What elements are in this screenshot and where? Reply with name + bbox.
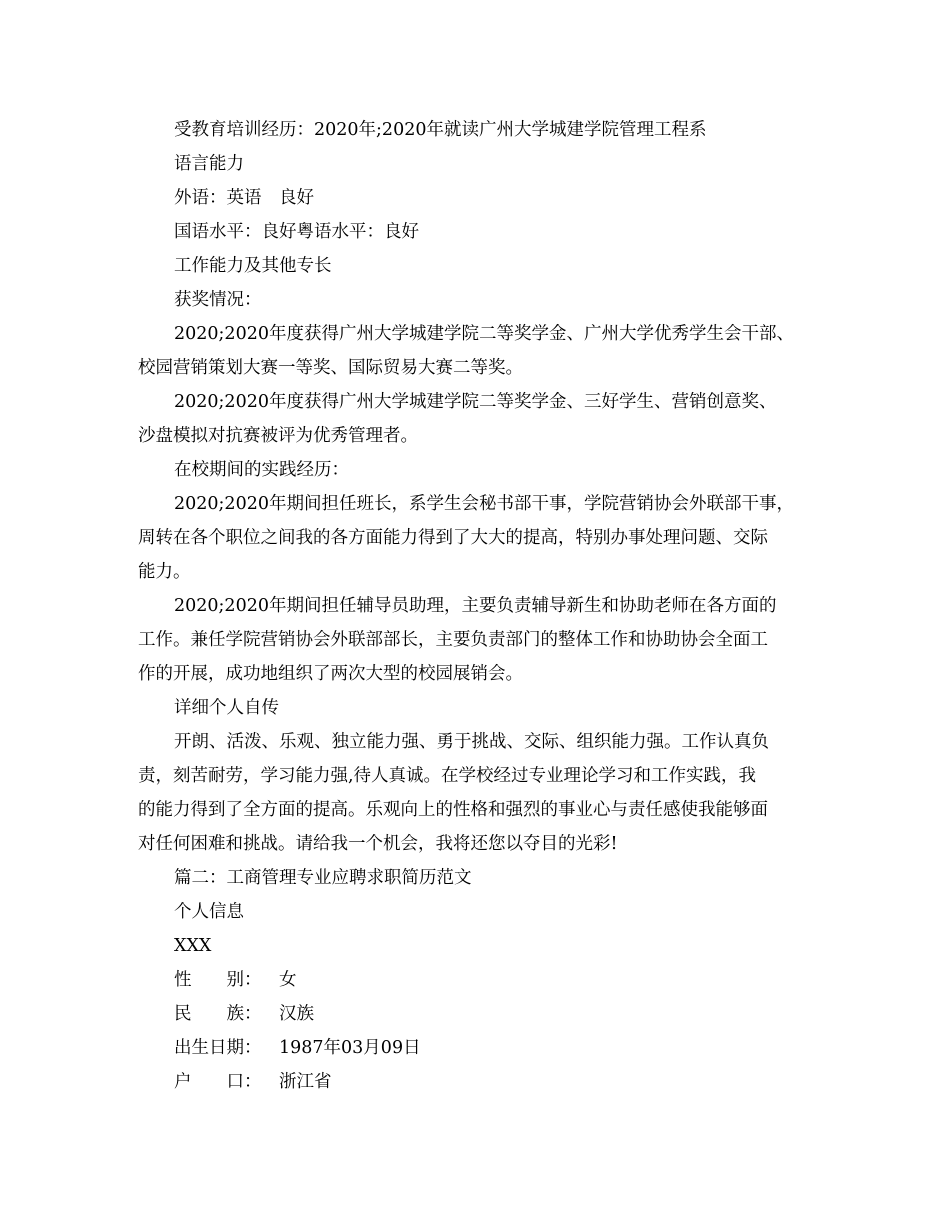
field-label: 出生日期： (174, 1038, 262, 1058)
field-value: 汉族 (279, 1004, 314, 1024)
field-label: 性 别： (174, 970, 262, 990)
personal-info-heading: 个人信息 (174, 902, 244, 922)
field-label: 民 族： (174, 1004, 262, 1024)
field-value: 1987年03月09日 (279, 1038, 421, 1058)
awards-paragraph-2-line-2: 沙盘模拟对抗赛被评为优秀管理者。 (138, 426, 418, 446)
autobiography-line-1: 开朗、活泼、乐观、独立能力强、勇于挑战、交际、组织能力强。工作认真负 (174, 732, 769, 752)
field-ethnicity (138, 997, 828, 1031)
autobiography-line-3: 的能力得到了全方面的提高。乐观向上的性格和强烈的事业心与责任感使我能够面 (138, 800, 768, 820)
awards-paragraph-1-line-2: 校园营销策划大赛一等奖、国际贸易大赛二等奖。 (138, 358, 523, 378)
name-line: XXX (174, 936, 212, 956)
dialect-line: 国语水平：良好粤语水平：良好 (174, 222, 419, 242)
practice-paragraph-1-line-3: 能力。 (138, 562, 191, 582)
autobiography-line-2: 责，刻苦耐劳，学习能力强,待人真诚。在学校经过专业理论学习和工作实践，我 (138, 766, 757, 786)
practice-heading: 在校期间的实践经历： (174, 460, 349, 480)
practice-paragraph-1-line-2: 周转在各个职位之间我的各方面能力得到了大大的提高，特别办事处理问题、交际 (138, 528, 768, 548)
practice-paragraph-2-line-3: 作的开展，成功地组织了两次大型的校园展销会。 (138, 664, 523, 684)
section-heading-language: 语言能力 (174, 154, 244, 174)
awards-paragraph-1-line-1: 2020;2020年度获得广州大学城建学院二等奖学金、广州大学优秀学生会干部、 (174, 324, 794, 344)
awards-heading: 获奖情况： (174, 290, 262, 310)
practice-paragraph-2-line-2: 工作。兼任学院营销协会外联部部长，主要负责部门的整体工作和协助协会全面工 (138, 630, 768, 650)
field-hukou (138, 1065, 828, 1099)
part-two-title: 篇二：工商管理专业应聘求职简历范文 (174, 868, 472, 888)
practice-paragraph-1-line-1: 2020;2020年期间担任班长，系学生会秘书部干事，学院营销协会外联部干事， (174, 494, 794, 514)
autobiography-heading: 详细个人自传 (174, 698, 279, 718)
education-line: 受教育培训经历：2020年;2020年就读广州大学城建学院管理工程系 (174, 120, 707, 140)
field-birth-date (138, 1031, 828, 1065)
autobiography-line-4: 对任何困难和挑战。请给我一个机会，我将还您以夺目的光彩! (138, 834, 618, 854)
field-value: 女 (279, 970, 297, 990)
field-gender (138, 963, 828, 997)
field-label: 户 口： (174, 1072, 262, 1092)
practice-paragraph-2-line-1: 2020;2020年期间担任辅导员助理，主要负责辅导新生和协助老师在各方面的 (174, 596, 777, 616)
section-heading-skills: 工作能力及其他专长 (174, 256, 332, 276)
awards-paragraph-2-line-1: 2020;2020年度获得广州大学城建学院二等奖学金、三好学生、营销创意奖、 (174, 392, 777, 412)
foreign-language-line: 外语：英语 良好 (174, 188, 314, 208)
field-value: 浙江省 (279, 1072, 332, 1092)
document-body (138, 113, 828, 1099)
